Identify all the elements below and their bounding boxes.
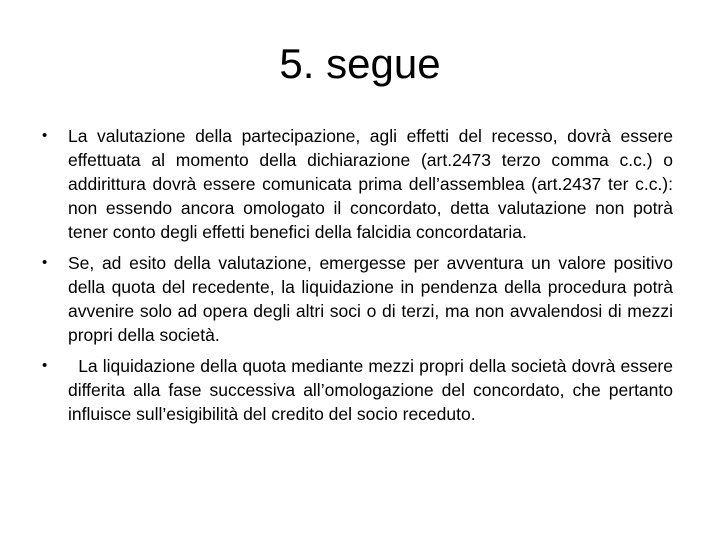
bullet-item-1: [40, 124, 673, 244]
slide-title: 5. segue: [279, 40, 441, 87]
bullet-text-3: La liquidazione della quota mediante mezzi propri della società dovrà essere differita alla fase successiva all’omologazione del concordato, che pertanto influisce sull’esigibilità del credito del socio receduto.: [68, 356, 673, 425]
bullet-text-1: La valutazione della partecipazione, agli effetti del recesso, dovrà essere effettuata al momento della dichiarazione (art.2473 terzo comma c.c.) o addirittura dovrà essere comunicata prima dell’assemblea (art.2437 ter c.c.): non essendo ancora omologato il concordato, detta valutazione non potrà tener conto degli effetti benefici della falcidia concordataria.: [68, 126, 673, 243]
bullet-icon: •: [42, 254, 48, 272]
bullet-icon: •: [42, 127, 48, 145]
bullet-item-3: [40, 354, 673, 426]
bullet-item-2: [40, 251, 673, 347]
bullet-icon: •: [42, 357, 48, 375]
bullet-text-2: Se, ad esito della valutazione, emergesse per avventura un valore positivo della quota del recedente, la liquidazione in pendenza della procedura potrà avvenire solo ad opera degli altri soci o di terzi, ma non avvalendosi di mezzi propri della società.: [68, 253, 673, 346]
bullet-list: [40, 124, 673, 426]
